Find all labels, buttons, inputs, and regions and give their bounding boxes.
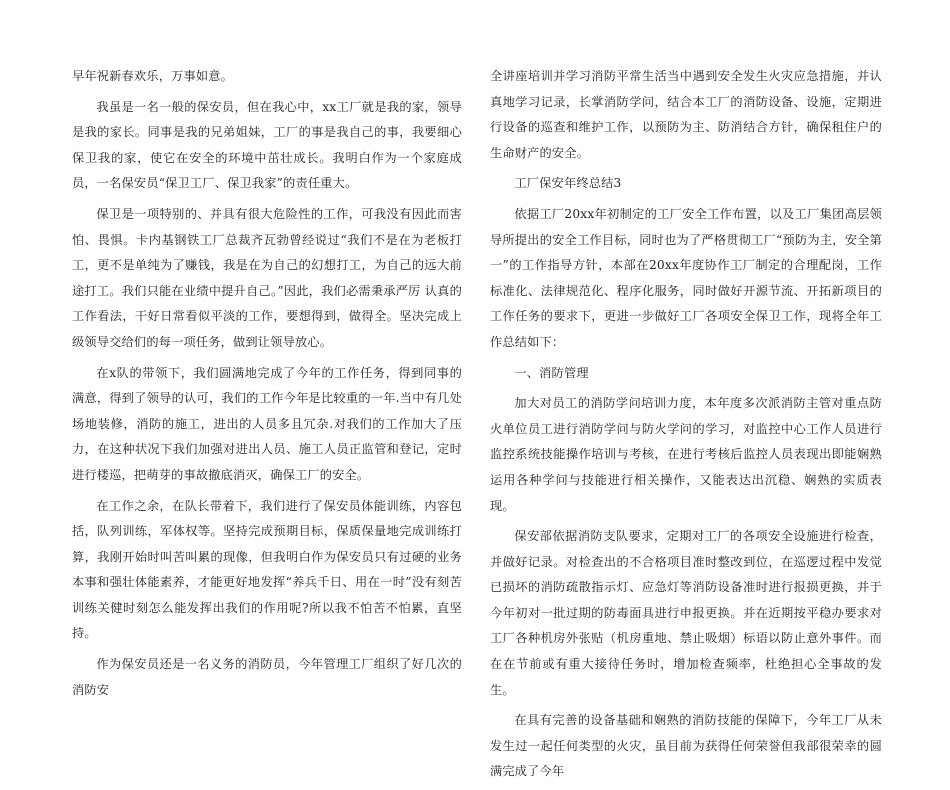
- section-heading: 一、消防管理: [514, 365, 589, 380]
- left-column: [72, 64, 462, 708]
- paragraph: 依据工厂20xx年初制定的工厂安全工作布置，以及工厂集团高层领导所提出的安全工作目标，同时也为了严格贯彻工厂“预防为主，安全第一”的工作指导方针，本部在20xx年度协作工厂制定的合理配岗，工作标准化、法律规范化、程序化服务，同时做好开源节流、开拓新项目的工作任务的要求下，更进一步做好工厂各项安全保卫工作，现将全年工作总结如下：: [490, 206, 882, 349]
- right-column: [490, 64, 882, 790]
- paragraph: 全讲座培训并学习消防平常生活当中遇到安全发生火灾应急措施，并认真地学习记录，长掌消防学问，结合本工厂的消防设备、设施，定期进行设备的巡查和维护工作，以预防为主、防消结合方针，确保租住户的生命财产的安全。: [490, 69, 882, 160]
- paragraph: 加大对员工的消防学问培训力度，本年度多次派消防主管对重点防火单位员工进行消防学问与防火学问的学习，对监控中心工作人员进行监控系统技能操作培训与考核，在进行考核后监控人员表现出即能娴熟运用各种学问与技能进行相关操作，又能表达出沉稳、娴熟的实质表现。: [490, 396, 882, 513]
- paragraph: 保卫是一项特别的、并具有很大危险性的工作，可我没有因此而害怕、畏惧。卡内基钢铁工厂总裁齐瓦勃曾经说过“我们不是在为老板打工，更不是单纯为了赚钱，我是在为自己的幻想打工，为自己的远大前途打工。我们只能在业绩中提升自己。”因此，我们必需秉承严厉 认真的工作看法，干好日常看似平淡的工作，要想得到，做得全。坚决完成上级领导交给们的每一项任务，做到让领导放心。: [72, 206, 462, 349]
- paragraph: 我虽是一名一般的保安员，但在我心中，xx工厂就是我的家，领导是我的家长。同事是我的兄弟姐妹，工厂的事是我自己的事，我要细心保卫我的家，使它在安全的环境中茁壮成长。我明白作为一个家庭成员，一名保安员“保卫工厂、保卫我家”的责任重大。: [72, 99, 462, 191]
- paragraph: 早年祝新春欢乐，万事如意。: [72, 69, 234, 83]
- paragraph: 在x队的带领下，我们圆满地完成了今年的工作任务，得到同事的满意，得到了领导的认可，我们的工作今年是比较重的一年.当中有几处场地装修，消防的施工，进出的人员多且冗杂.对我们的工作加大了压力，在这种状况下我们加强对进出人员、施工人员正监管和登记，定时进行楼巡，把萌芽的事故撤底消灭，确保工厂的安全。: [72, 365, 462, 482]
- paragraph: 作为保安员还是一名义务的消防员，今年管理工厂组织了好几次的消防安: [72, 657, 462, 697]
- paragraph: 在具有完善的设备基础和娴熟的消防技能的保障下，今年工厂从未发生过一起任何类型的火灾，虽目前为获得任何荣誉但我部很荣幸的圆满完成了今年: [490, 713, 882, 779]
- paragraph: 在工作之余，在队长带着下，我们进行了保安员体能训练，内容包括，队列训练，军体权等。坚持完成预期目标，保质保量地完成训练打算，我刚开始时叫苦叫累的现像，但我明白作为保安员只有过硬的业务本事和强壮体能素养，才能更好地发挥“养兵千日、用在一时”没有刻苦训练关健时刻怎么能发挥出我们的作用呢?所以我不怕苦不怕累，直坚持。: [72, 498, 462, 641]
- section-title: 工厂保安年终总结3: [514, 176, 622, 191]
- paragraph: 保安部依据消防支队要求，定期对工厂的各项安全设施进行检查，并做好记录。对检查出的不合格项目准时整改到位，在巡逻过程中发觉已损坏的消防疏散指示灯、应急灯等消防设备准时进行报损更换，并于今年初对一批过期的防毒面具进行申报更换。并在近期按平稳办要求对工厂各种机房外张贴（机房重地、禁止吸烟）标语以防止意外事件。而在在节前或有重大接待任务时，增加检查频率，杜绝担心全事故的发生。: [490, 529, 882, 697]
